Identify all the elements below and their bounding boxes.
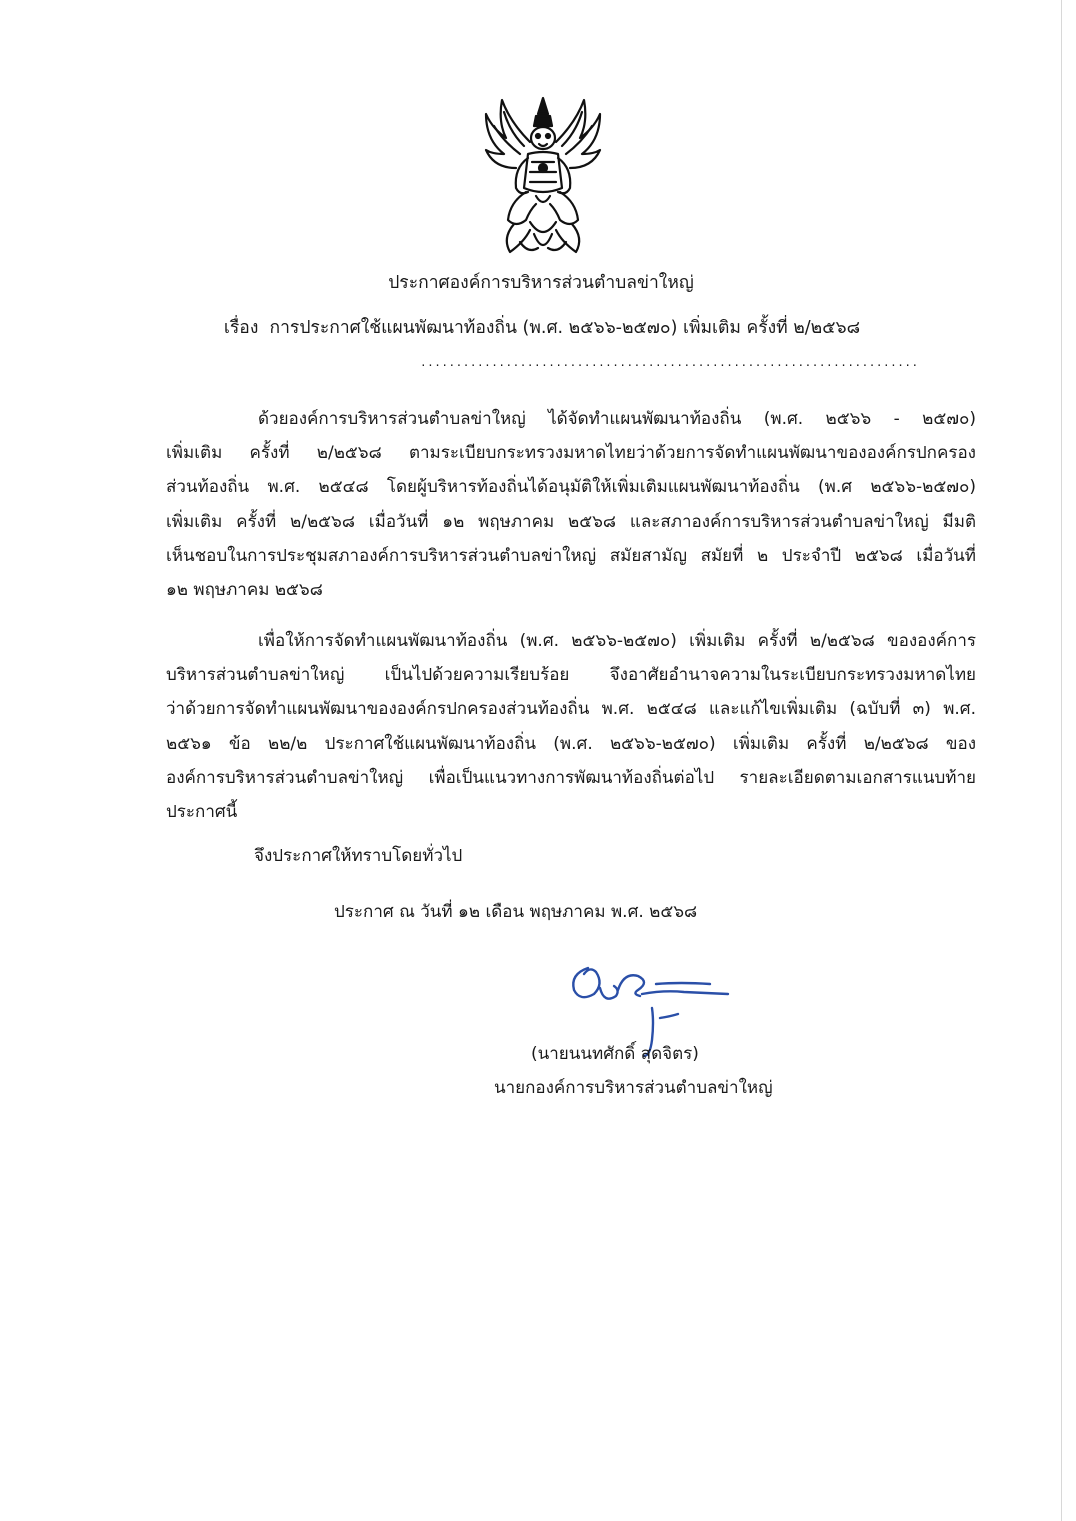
body-paragraph-2 <box>166 624 976 829</box>
paragraph-line: ว่าด้วยการจัดทำแผนพัฒนาขององค์กรปกครองส่วนท้องถิ่น พ.ศ. ๒๕๔๘ และแก้ไขเพิ่มเติม (ฉบับที่ ๓) พ.ศ. <box>166 699 976 720</box>
closing-statement: จึงประกาศให้ทราบโดยทั่วไป <box>254 846 463 866</box>
paragraph-line: ๒๕๖๑ ข้อ ๒๒/๒ ประกาศใช้แผนพัฒนาท้องถิ่น (พ.ศ. ๒๕๖๖-๒๕๗๐) เพิ่มเติม ครั้งที่ ๒/๒๕๖๘ ของ <box>166 733 976 754</box>
title-separator: ...................................................................... <box>420 356 919 369</box>
announcement-subject <box>0 313 1076 341</box>
paragraph-line: บริหารส่วนตำบลข่าใหญ่ เป็นไปด้วยความเรียบร้อย จึงอาศัยอำนาจความในระเบียบกระทรวงมหาดไทย <box>166 665 976 686</box>
paragraph-line: ๑๒ พฤษภาคม ๒๕๖๘ <box>166 580 323 601</box>
garuda-emblem-icon <box>480 92 606 260</box>
paragraph-line: เห็นชอบในการประชุมสภาองค์การบริหารส่วนตำบลข่าใหญ่ สมัยสามัญ สมัยที่ ๒ ประจำปี ๒๕๖๘ เมื่อวันที่ <box>166 545 976 566</box>
subject-label: เรื่อง <box>223 318 259 338</box>
paragraph-line: เพื่อให้การจัดทำแผนพัฒนาท้องถิ่น (พ.ศ. ๒๕๖๖-๒๕๗๐) เพิ่มเติม ครั้งที่ ๒/๒๕๖๘ ขององค์การ <box>258 631 976 651</box>
page-edge <box>1061 0 1062 1521</box>
paragraph-line: เพิ่มเติม ครั้งที่ ๒/๒๕๖๘ ตามระเบียบกระทรวงมหาดไทยว่าด้วยการจัดทำแผนพัฒนาขององค์กรปกครอง <box>166 443 976 464</box>
body-paragraph-1 <box>166 402 976 607</box>
paragraph-line: องค์การบริหารส่วนตำบลข่าใหญ่ เพื่อเป็นแนวทางการพัฒนาท้องถิ่นต่อไป รายละเอียดตามเอกสารแนบท้าย <box>166 767 976 788</box>
announcement-title: ประกาศองค์การบริหารส่วนตำบลข่าใหญ่ <box>388 273 694 293</box>
paragraph-line: ประกาศนี้ <box>166 802 238 823</box>
paragraph-line: ส่วนท้องถิ่น พ.ศ. ๒๕๔๘ โดยผู้บริหารท้องถิ่นได้อนุมัติให้เพิ่มเติมแผนพัฒนาท้องถิ่น (พ.ศ ๒๕๖๖-๒๕๗๐) <box>166 477 976 498</box>
announcement-date: ประกาศ ณ วันที่ ๑๒ เดือน พฤษภาคม พ.ศ. ๒๕๖๘ <box>334 902 698 922</box>
signer-name: (นายนนทศักดิ์ สุดจิตร) <box>531 1044 699 1064</box>
subject-text: การประกาศใช้แผนพัฒนาท้องถิ่น (พ.ศ. ๒๕๖๖-๒๕๗๐) เพิ่มเติม ครั้งที่ ๒/๒๕๖๘ <box>269 318 861 338</box>
signer-position: นายกองค์การบริหารส่วนตำบลข่าใหญ่ <box>494 1078 773 1098</box>
paragraph-line: เพิ่มเติม ครั้งที่ ๒/๒๕๖๘ เมื่อวันที่ ๑๒ พฤษภาคม ๒๕๖๘ และสภาองค์การบริหารส่วนตำบลข่าใหญ่ มีมติ <box>166 511 976 532</box>
paragraph-line: ด้วยองค์การบริหารส่วนตำบลข่าใหญ่ ได้จัดทำแผนพัฒนาท้องถิ่น (พ.ศ. ๒๕๖๖ - ๒๕๗๐) <box>258 409 976 429</box>
